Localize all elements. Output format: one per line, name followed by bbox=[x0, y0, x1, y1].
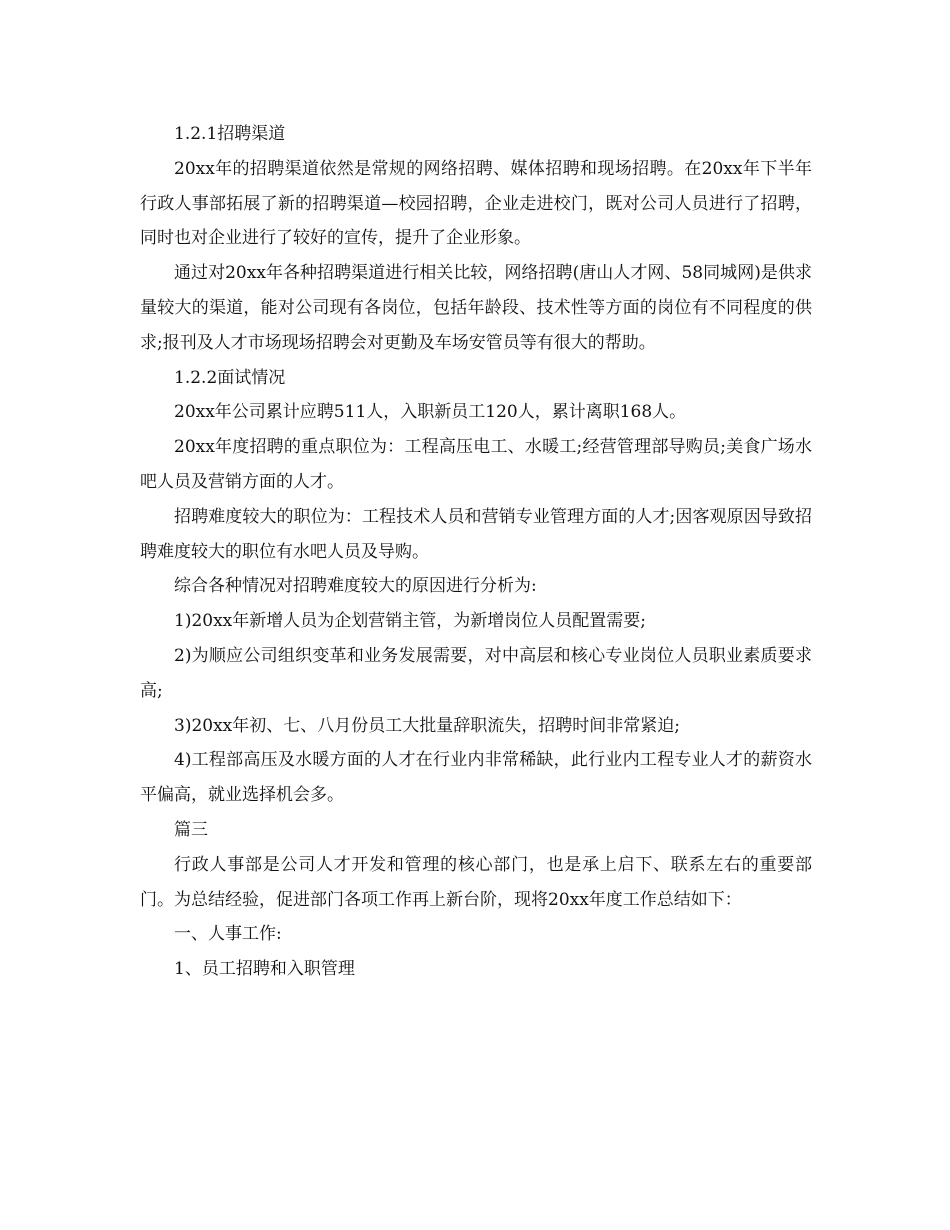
paragraph-channel-comparison: 通过对20xx年各种招聘渠道进行相关比较，网络招聘(唐山人才网、58同城网)是供求量较大的渠道，能对公司现有各岗位，包括年龄段、技术性等方面的岗位有不同程度的供求;报刊及人才市场现场招聘会对更勤及车场安管员等有很大的帮助。 bbox=[140, 263, 812, 353]
paragraph-hiring-stats: 20xx年公司累计应聘511人，入职新员工120人，累计离职168人。 bbox=[174, 402, 687, 423]
section-heading-personnel-work: 一、人事工作: bbox=[174, 924, 282, 945]
list-item-reason-3: 3)20xx年初、七、八月份员工大批量辞职流失，招聘时间非常紧迫; bbox=[174, 715, 680, 736]
section-heading-recruitment-onboarding: 1、员工招聘和入职管理 bbox=[174, 959, 355, 980]
paragraph-recruitment-channels: 20xx年的招聘渠道依然是常规的网络招聘、媒体招聘和现场招聘。在20xx年下半年行政人事部拓展了新的招聘渠道—校园招聘，企业走进校门，既对公司人员进行了招聘，同时也对企业进行了较好的宣传，提升了企业形象。 bbox=[140, 158, 812, 249]
paragraph-department-intro: 行政人事部是公司人才开发和管理的核心部门，也是承上启下、联系左右的重要部门。为总结经验，促进部门各项工作再上新台阶，现将20xx年度工作总结如下： bbox=[140, 854, 812, 910]
paragraph-key-positions: 20xx年度招聘的重点职位为：工程高压电工、水暖工;经营管理部导购员;美食广场水吧人员及营销方面的人才。 bbox=[140, 437, 812, 492]
list-item-reason-4: 4)工程部高压及水暖方面的人才在行业内非常稀缺，此行业内工程专业人才的薪资水平偏高，就业选择机会多。 bbox=[140, 750, 812, 806]
section-heading-part-three: 篇三 bbox=[174, 819, 208, 840]
section-heading-interviews: 1.2.2面试情况 bbox=[174, 367, 286, 388]
section-heading-recruitment-channels: 1.2.1招聘渠道 bbox=[174, 124, 286, 144]
paragraph-difficult-positions: 招聘难度较大的职位为：工程技术人员和营销专业管理方面的人才;因客观原因导致招聘难度较大的职位有水吧人员及导购。 bbox=[140, 506, 812, 562]
document-body bbox=[140, 117, 812, 987]
paragraph-analysis-intro: 综合各种情况对招聘难度较大的原因进行分析为: bbox=[174, 576, 537, 597]
list-item-reason-1: 1)20xx年新增人员为企划营销主管，为新增岗位人员配置需要; bbox=[174, 611, 646, 632]
list-item-reason-2: 2)为顺应公司组织变革和业务发展需要，对中高层和核心专业岗位人员职业素质要求高; bbox=[140, 645, 812, 701]
